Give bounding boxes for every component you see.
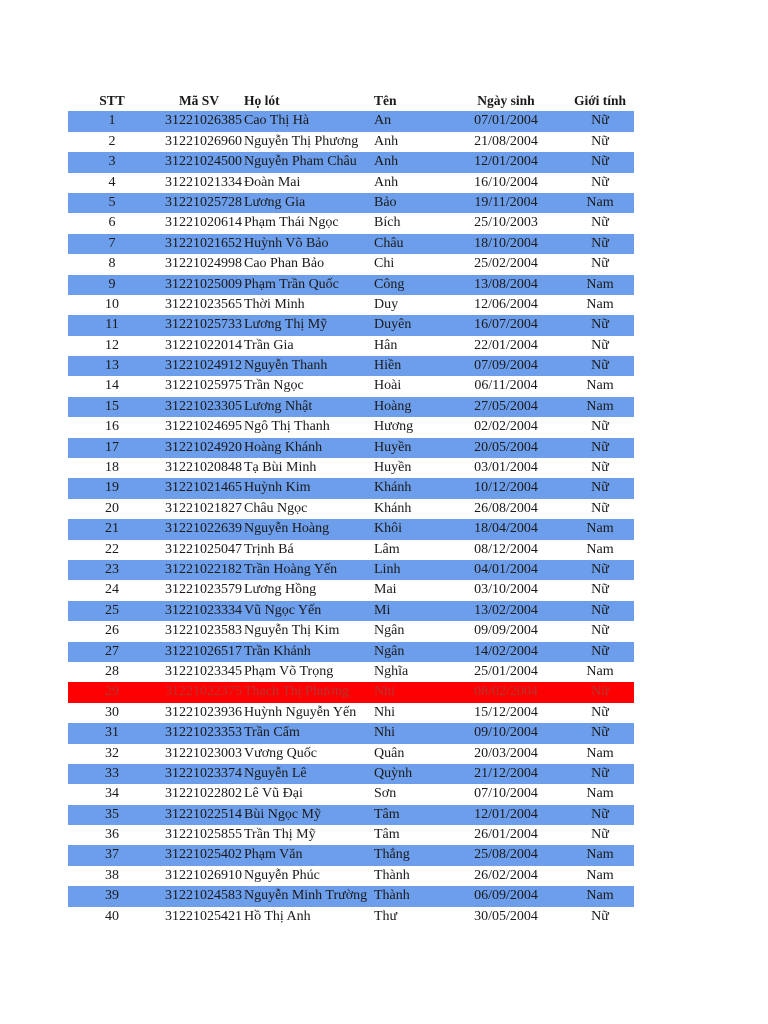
cell-ma-sv: 31221026910: [165, 867, 242, 883]
cell-ma-sv: 31221024998: [165, 256, 242, 272]
table-row: [68, 193, 634, 213]
cell-stt: 28: [105, 663, 119, 679]
cell-gioi-tinh: Nữ: [591, 704, 609, 720]
table-row: [68, 275, 634, 295]
cell-gioi-tinh: Nữ: [591, 235, 609, 251]
cell-gioi-tinh: Nam: [586, 276, 614, 292]
cell-stt: 7: [108, 235, 116, 251]
cell-ngay-sinh: 25/10/2003: [474, 215, 538, 231]
cell-stt: 31: [105, 725, 119, 741]
cell-gioi-tinh: Nam: [586, 888, 614, 904]
table-row: [68, 662, 634, 682]
cell-ten: Thành: [374, 867, 410, 883]
table-row: [68, 560, 634, 580]
cell-ma-sv: 31221025421: [165, 908, 242, 924]
cell-gioi-tinh: Nữ: [591, 806, 609, 822]
table-row: [68, 703, 634, 723]
cell-gioi-tinh: Nữ: [591, 827, 609, 843]
table-row: [68, 805, 634, 825]
cell-ten: Thư: [374, 908, 398, 924]
cell-gioi-tinh: Nữ: [591, 725, 609, 741]
cell-ten: An: [374, 113, 392, 129]
cell-ngay-sinh: 04/01/2004: [474, 561, 538, 577]
cell-ten: Hương: [374, 419, 414, 435]
cell-gioi-tinh: Nữ: [591, 337, 609, 353]
cell-ma-sv: 31221024500: [165, 154, 242, 170]
cell-ngay-sinh: 25/01/2004: [474, 663, 538, 679]
cell-ma-sv: 31221023305: [165, 398, 242, 414]
cell-ho-lot: Bùi Ngọc Mỹ: [244, 806, 321, 822]
table-row: [68, 336, 634, 356]
cell-gioi-tinh: Nữ: [591, 317, 609, 333]
cell-stt: 25: [105, 602, 119, 618]
cell-ho-lot: Nguyễn Thị Kim: [244, 623, 340, 639]
cell-gioi-tinh: Nữ: [591, 419, 609, 435]
cell-gioi-tinh: Nữ: [591, 256, 609, 272]
cell-gioi-tinh: Nữ: [591, 765, 609, 781]
cell-ma-sv: 31221025975: [165, 378, 242, 394]
cell-gioi-tinh: Nữ: [591, 133, 609, 149]
cell-gioi-tinh: Nam: [586, 378, 614, 394]
cell-stt: 2: [108, 133, 116, 149]
cell-ma-sv: 31221025733: [165, 317, 242, 333]
cell-ten: Công: [374, 276, 405, 292]
cell-gioi-tinh: Nam: [586, 398, 614, 414]
cell-ho-lot: Phạm Văn: [244, 847, 303, 863]
cell-ten: Lâm: [374, 541, 400, 557]
table-row: [68, 907, 634, 927]
cell-ngay-sinh: 07/01/2004: [474, 113, 538, 129]
cell-ma-sv: 31221025728: [165, 194, 242, 210]
cell-ma-sv: 31221023374: [165, 765, 242, 781]
cell-ma-sv: 31221021652: [165, 235, 242, 251]
cell-stt: 13: [105, 358, 119, 374]
cell-ten: Châu: [374, 235, 404, 251]
cell-gioi-tinh: Nữ: [591, 215, 609, 231]
table-row: [68, 682, 634, 702]
header-ngay-sinh: Ngày sinh: [477, 93, 535, 108]
cell-ten: Khôi: [374, 521, 402, 537]
cell-gioi-tinh: Nữ: [591, 480, 609, 496]
cell-stt: 14: [105, 378, 119, 394]
cell-ten: Anh: [374, 174, 399, 190]
cell-ma-sv: 31221024912: [165, 358, 242, 374]
cell-stt: 37: [105, 847, 119, 863]
cell-ten: Anh: [374, 154, 399, 170]
cell-stt: 34: [105, 786, 119, 802]
cell-ma-sv: 31221023936: [165, 704, 242, 720]
cell-ho-lot: Huỳnh Nguyễn Yến: [244, 704, 357, 720]
header-ma-sv: Mã SV: [178, 93, 220, 108]
cell-gioi-tinh: Nữ: [591, 643, 609, 659]
cell-ngay-sinh: 20/05/2004: [474, 439, 538, 455]
cell-ten: Huyền: [374, 460, 412, 476]
cell-ngay-sinh: 06/11/2004: [474, 378, 538, 394]
cell-ngay-sinh: 07/10/2004: [474, 786, 538, 802]
cell-ma-sv: 31221023345: [165, 663, 242, 679]
cell-stt: 8: [108, 256, 116, 272]
cell-gioi-tinh: Nam: [586, 786, 614, 802]
cell-ngay-sinh: 08/12/2004: [474, 541, 538, 557]
cell-ma-sv: 31221026960: [165, 133, 242, 149]
cell-ten: Quân: [374, 745, 405, 761]
cell-stt: 32: [105, 745, 119, 761]
cell-ho-lot: Phạm Trần Quốc: [244, 276, 339, 292]
cell-ten: Nhi: [374, 704, 395, 720]
table-row: [68, 764, 634, 784]
cell-ngay-sinh: 20/03/2004: [474, 745, 538, 761]
cell-stt: 26: [105, 623, 119, 639]
cell-stt: 19: [105, 480, 119, 496]
cell-stt: 23: [105, 561, 119, 577]
table-row: [68, 580, 634, 600]
cell-ngay-sinh: 02/02/2004: [474, 419, 538, 435]
cell-gioi-tinh: Nữ: [591, 154, 609, 170]
cell-ho-lot: Phạm Thái Ngọc: [244, 215, 339, 231]
cell-ho-lot: Huỳnh Võ Bảo: [244, 235, 329, 251]
cell-gioi-tinh: Nữ: [591, 460, 609, 476]
cell-gioi-tinh: Nữ: [591, 908, 609, 924]
table-row: [68, 458, 634, 478]
cell-ngay-sinh: 19/11/2004: [474, 194, 538, 210]
cell-ngay-sinh: 14/02/2004: [474, 643, 538, 659]
cell-ngay-sinh: 09/09/2004: [474, 623, 538, 639]
cell-stt: 33: [105, 765, 119, 781]
cell-gioi-tinh: Nữ: [591, 174, 609, 190]
cell-ho-lot: Trần Ngọc: [244, 378, 304, 394]
table-row: [68, 519, 634, 539]
cell-gioi-tinh: Nữ: [591, 439, 609, 455]
cell-ngay-sinh: 25/02/2004: [474, 256, 538, 272]
cell-gioi-tinh: Nữ: [591, 113, 609, 129]
cell-ten: Hiền: [374, 358, 402, 374]
table-row: [68, 601, 634, 621]
cell-ho-lot: Thời Minh: [244, 296, 305, 312]
cell-ngay-sinh: 15/12/2004: [474, 704, 538, 720]
cell-ho-lot: Vũ Ngọc Yến: [244, 602, 322, 618]
cell-gioi-tinh: Nữ: [591, 602, 609, 618]
cell-gioi-tinh: Nam: [586, 745, 614, 761]
table-row: [68, 254, 634, 274]
header-gioi-tinh: Giới tính: [573, 93, 627, 108]
cell-ho-lot: Trần Khánh: [244, 643, 311, 659]
cell-ten: Chi: [374, 256, 395, 272]
cell-ten: Tâm: [374, 827, 400, 843]
cell-ho-lot: Châu Ngọc: [244, 500, 308, 516]
cell-ma-sv: 31221023003: [165, 745, 242, 761]
cell-ten: Hân: [374, 337, 398, 353]
cell-ho-lot: Trần Cẩm: [244, 725, 300, 741]
cell-ma-sv: 31221021827: [165, 500, 242, 516]
cell-ngay-sinh: 26/08/2004: [474, 500, 538, 516]
cell-ngay-sinh: 25/08/2004: [474, 847, 538, 863]
cell-ma-sv: 31221025047: [165, 541, 242, 557]
cell-ho-lot: Huỳnh Kim: [244, 480, 311, 496]
cell-ma-sv: 31221022639: [165, 521, 242, 537]
cell-stt: 36: [105, 827, 119, 843]
table-row: [68, 866, 634, 886]
cell-ngay-sinh: 16/07/2004: [474, 317, 538, 333]
cell-ten: Anh: [374, 133, 399, 149]
table-row: [68, 152, 634, 172]
cell-stt: 40: [105, 908, 119, 924]
cell-ho-lot: Nguyễn Minh Trường: [244, 888, 368, 904]
cell-ngay-sinh: 16/10/2004: [474, 174, 538, 190]
cell-ngay-sinh: 26/01/2004: [474, 827, 538, 843]
cell-ngay-sinh: 12/01/2004: [474, 806, 538, 822]
cell-stt: 6: [108, 215, 116, 231]
cell-ten: Nghĩa: [374, 663, 409, 679]
cell-ma-sv: 31221023334: [165, 602, 242, 618]
cell-stt: 3: [108, 154, 116, 170]
cell-ho-lot: Nguyễn Thị Phương: [244, 133, 359, 149]
table-row: [68, 886, 634, 906]
cell-gioi-tinh: Nam: [586, 847, 614, 863]
table-row: [68, 132, 634, 152]
cell-ma-sv: 31221022014: [165, 337, 242, 353]
cell-ma-sv: 31221022802: [165, 786, 242, 802]
table-row: [68, 825, 634, 845]
cell-ma-sv: 31221023579: [165, 582, 242, 598]
table-row: [68, 642, 634, 662]
cell-ho-lot: Ngô Thị Thanh: [244, 419, 330, 435]
cell-ho-lot: Lương Gia: [244, 194, 306, 210]
cell-ngay-sinh: 10/12/2004: [474, 480, 538, 496]
table-row: [68, 723, 634, 743]
cell-ngay-sinh: 22/01/2004: [474, 337, 538, 353]
cell-gioi-tinh: Nam: [586, 521, 614, 537]
student-table: [68, 91, 634, 927]
cell-ten: Tâm: [374, 806, 400, 822]
cell-ho-lot: Cao Thị Hà: [244, 113, 310, 129]
cell-stt: 22: [105, 541, 119, 557]
header-stt: STT: [99, 93, 125, 108]
cell-ho-lot: Lương Hồng: [244, 582, 317, 598]
table-row: [68, 540, 634, 560]
cell-ngay-sinh: 18/10/2004: [474, 235, 538, 251]
cell-stt: 15: [105, 398, 119, 414]
table-row: [68, 111, 634, 131]
cell-gioi-tinh: Nữ: [591, 358, 609, 374]
table-row: [68, 417, 634, 437]
cell-ten: Thành: [374, 888, 410, 904]
table-row: [68, 438, 634, 458]
cell-ngay-sinh: 13/02/2004: [474, 602, 538, 618]
cell-ten: Sơn: [374, 786, 397, 802]
cell-ma-sv: 31221022375: [165, 684, 242, 700]
cell-ho-lot: Phạm Võ Trọng: [244, 663, 334, 679]
cell-ho-lot: Nguyễn Lê: [244, 765, 307, 781]
cell-gioi-tinh: Nam: [586, 663, 614, 679]
table-header-row: [68, 91, 634, 111]
table-row: [68, 397, 634, 417]
cell-ten: Nhi: [374, 725, 395, 741]
cell-ma-sv: 31221024695: [165, 419, 242, 435]
cell-ngay-sinh: 06/09/2004: [474, 888, 538, 904]
cell-ma-sv: 31221026385: [165, 113, 242, 129]
cell-ho-lot: Lương Nhật: [244, 398, 313, 414]
cell-ten: Ngân: [374, 623, 405, 639]
cell-ho-lot: Nguyễn Phúc: [244, 867, 320, 883]
table-row: [68, 845, 634, 865]
cell-ngay-sinh: 08/02/2004: [474, 684, 538, 700]
cell-stt: 29: [105, 684, 119, 700]
table-row: [68, 234, 634, 254]
cell-stt: 16: [105, 419, 119, 435]
cell-gioi-tinh: Nữ: [591, 684, 609, 700]
table-row: [68, 784, 634, 804]
cell-ma-sv: 31221020848: [165, 460, 242, 476]
cell-ma-sv: 31221022182: [165, 561, 242, 577]
header-ho-lot: Họ lót: [244, 93, 280, 108]
cell-stt: 24: [105, 582, 119, 598]
cell-ten: Hoài: [374, 378, 402, 394]
cell-stt: 18: [105, 460, 119, 476]
cell-ma-sv: 31221026517: [165, 643, 242, 659]
cell-ngay-sinh: 13/08/2004: [474, 276, 538, 292]
cell-gioi-tinh: Nam: [586, 541, 614, 557]
cell-stt: 30: [105, 704, 119, 720]
cell-ho-lot: Lê Vũ Đại: [244, 786, 303, 802]
cell-stt: 11: [105, 317, 119, 333]
cell-ngay-sinh: 03/01/2004: [474, 460, 538, 476]
cell-ten: Mi: [374, 602, 391, 618]
cell-ho-lot: Trịnh Bá: [244, 541, 294, 557]
cell-stt: 10: [105, 296, 119, 312]
table-body: [68, 111, 634, 927]
cell-ten: Bảo: [374, 194, 397, 210]
cell-ten: Thắng: [374, 847, 410, 863]
cell-ngay-sinh: 12/06/2004: [474, 296, 538, 312]
cell-stt: 12: [105, 337, 119, 353]
cell-ngay-sinh: 18/04/2004: [474, 521, 538, 537]
cell-stt: 4: [108, 174, 116, 190]
cell-stt: 20: [105, 500, 119, 516]
cell-gioi-tinh: Nữ: [591, 582, 609, 598]
cell-ma-sv: 31221023583: [165, 623, 242, 639]
cell-gioi-tinh: Nữ: [591, 561, 609, 577]
cell-ngay-sinh: 03/10/2004: [474, 582, 538, 598]
cell-gioi-tinh: Nam: [586, 194, 614, 210]
cell-ma-sv: 31221024583: [165, 888, 242, 904]
table-row: [68, 295, 634, 315]
cell-ten: Hoàng: [374, 398, 412, 414]
cell-stt: 17: [105, 439, 119, 455]
table-row: [68, 744, 634, 764]
cell-stt: 1: [108, 113, 116, 129]
cell-gioi-tinh: Nữ: [591, 623, 609, 639]
cell-ma-sv: 31221020614: [165, 215, 242, 231]
table-row: [68, 478, 634, 498]
cell-ma-sv: 31221025009: [165, 276, 242, 292]
table-row: [68, 315, 634, 335]
cell-ngay-sinh: 07/09/2004: [474, 358, 538, 374]
cell-stt: 39: [105, 888, 119, 904]
cell-ho-lot: Tạ Bùi Minh: [244, 460, 317, 476]
cell-ho-lot: Hoàng Khánh: [244, 439, 323, 455]
cell-ho-lot: Đoàn Mai: [244, 174, 301, 190]
cell-gioi-tinh: Nữ: [591, 500, 609, 516]
cell-ten: Quỳnh: [374, 765, 413, 781]
cell-ten: Khánh: [374, 500, 412, 516]
cell-ten: Duy: [374, 296, 399, 312]
cell-ho-lot: Trần Thị Mỹ: [244, 827, 316, 843]
cell-ma-sv: 31221022514: [165, 806, 242, 822]
cell-stt: 27: [105, 643, 119, 659]
cell-ma-sv: 31221021465: [165, 480, 242, 496]
cell-ho-lot: Nguyễn Hoàng: [244, 521, 330, 537]
cell-stt: 9: [108, 276, 116, 292]
cell-ngay-sinh: 21/12/2004: [474, 765, 538, 781]
cell-ten: Khánh: [374, 480, 412, 496]
table-row: [68, 621, 634, 641]
cell-ma-sv: 31221021334: [165, 174, 242, 190]
cell-ngay-sinh: 27/05/2004: [474, 398, 538, 414]
cell-ho-lot: Lương Thị Mỹ: [244, 317, 328, 333]
cell-ngay-sinh: 26/02/2004: [474, 867, 538, 883]
cell-ten: Duyên: [374, 317, 412, 333]
cell-ho-lot: Trần Gia: [244, 337, 294, 353]
cell-ho-lot: Thạch Thị Phương: [244, 684, 349, 700]
cell-ho-lot: Nguyễn Pham Châu: [244, 154, 357, 170]
cell-stt: 35: [105, 806, 119, 822]
cell-stt: 21: [105, 521, 119, 537]
cell-ten: Nhi: [374, 684, 395, 700]
header-ten: Tên: [374, 93, 397, 108]
table-row: [68, 356, 634, 376]
cell-ten: Ngân: [374, 643, 405, 659]
cell-gioi-tinh: Nam: [586, 867, 614, 883]
cell-ten: Mai: [374, 582, 397, 598]
cell-ho-lot: Vương Quốc: [244, 745, 317, 761]
cell-ngay-sinh: 30/05/2004: [474, 908, 538, 924]
cell-ngay-sinh: 09/10/2004: [474, 725, 538, 741]
cell-ma-sv: 31221025855: [165, 827, 242, 843]
cell-ma-sv: 31221023353: [165, 725, 242, 741]
table-row: [68, 173, 634, 193]
cell-ma-sv: 31221024920: [165, 439, 242, 455]
cell-gioi-tinh: Nam: [586, 296, 614, 312]
table-row: [68, 376, 634, 396]
table-row: [68, 213, 634, 233]
cell-ma-sv: 31221023565: [165, 296, 242, 312]
cell-stt: 5: [108, 194, 116, 210]
cell-ngay-sinh: 12/01/2004: [474, 154, 538, 170]
cell-ten: Linh: [374, 561, 401, 577]
cell-ten: Huyền: [374, 439, 412, 455]
cell-ten: Bích: [374, 215, 401, 231]
cell-stt: 38: [105, 867, 119, 883]
cell-ho-lot: Cao Phan Bảo: [244, 256, 325, 272]
table-row: [68, 499, 634, 519]
cell-ma-sv: 31221025402: [165, 847, 242, 863]
cell-ho-lot: Nguyễn Thanh: [244, 358, 328, 374]
cell-ngay-sinh: 21/08/2004: [474, 133, 538, 149]
cell-ho-lot: Hồ Thị Anh: [244, 908, 311, 924]
cell-ho-lot: Trần Hoàng Yến: [244, 561, 338, 577]
